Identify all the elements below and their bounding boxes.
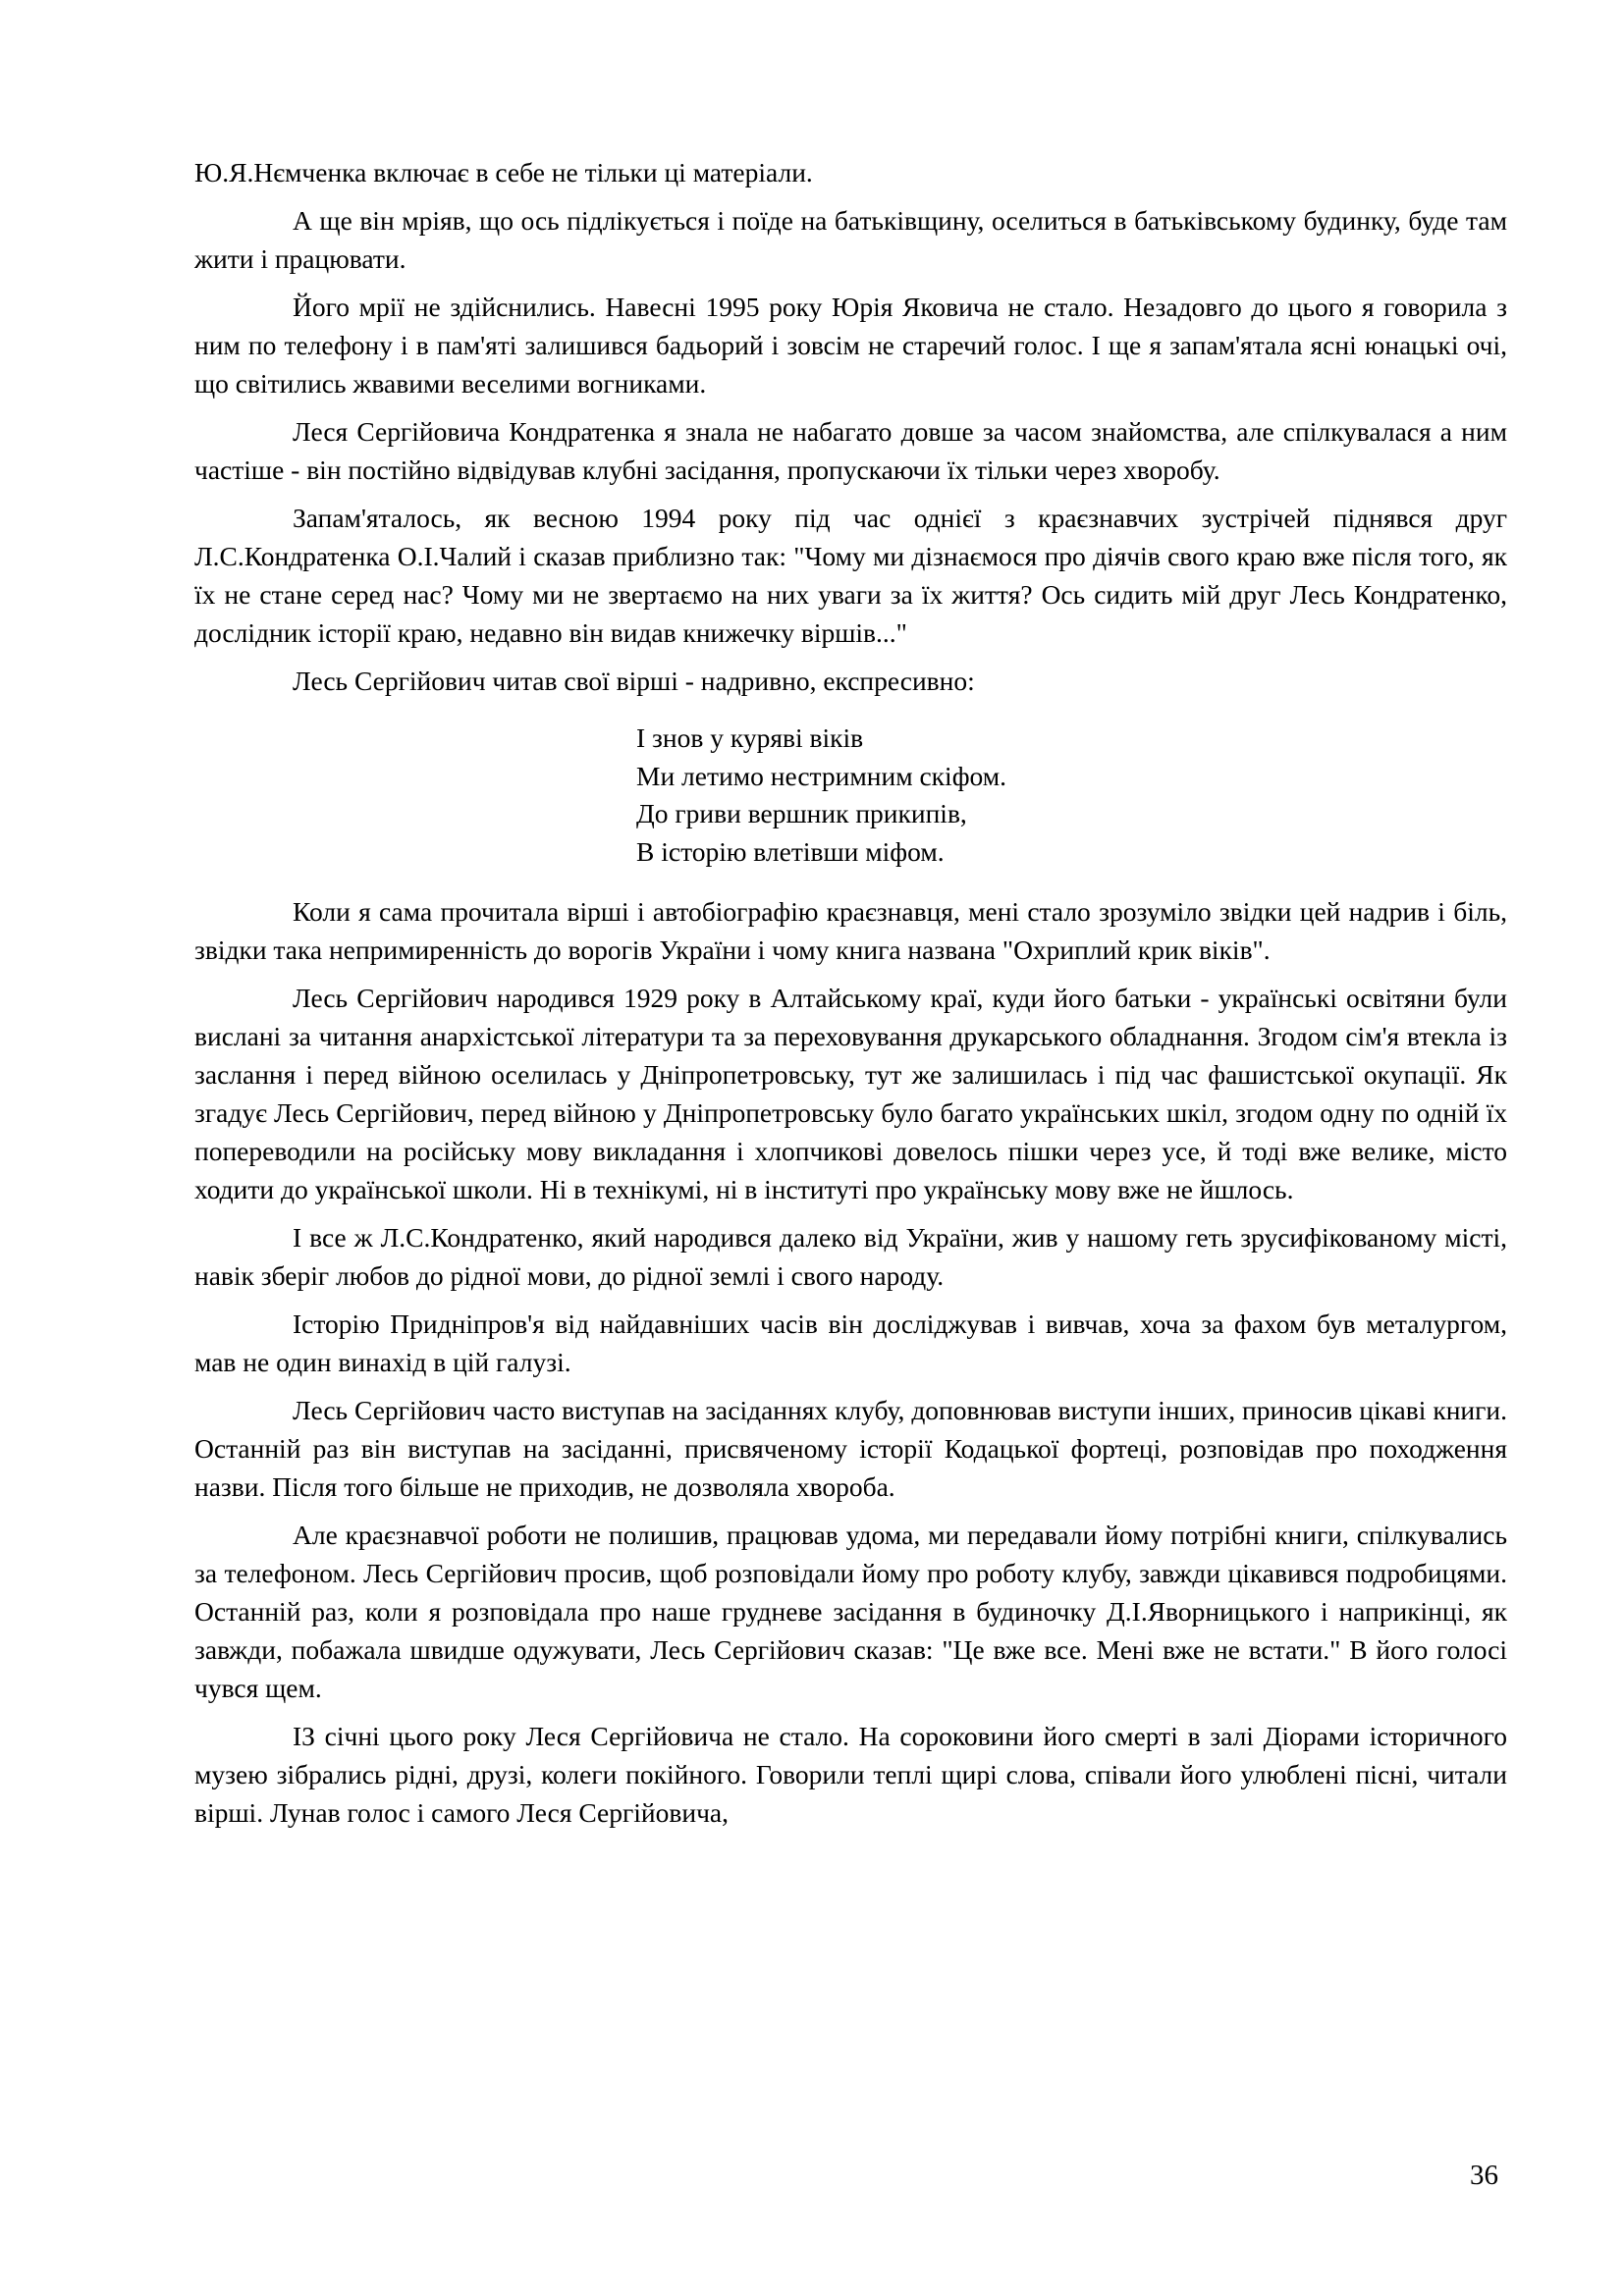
page-number: 36 [1470,2160,1498,2191]
paragraph: Лесь Сергійович читав свої вірші - надривно, експресивно: [293,666,975,696]
paragraph: ІЗ січні цього року Леся Сергійовича не стало. На сороковини його смерті в залі Діорами історичного музею зібрались рідні, друзі, колеги покійного. Говорили теплі щирі слова, співали його улюблені пісні, читали вірші. Лунав голос і самого Леся Сергійовича, [194,1721,1507,1828]
document-page [194,153,1507,1842]
poem-line: Ми летимо нестримним скіфом. [636,760,1007,791]
paragraph: Леся Сергійовича Кондратенка я знала не набагато довше за часом знайомства, але спілкувалася а ним частіше - він постійно відвідував клубні засідання, пропускаючи їх тільки через хворобу. [194,416,1507,485]
paragraph: Лесь Сергійович народився 1929 року в Алтайському краї, куди його батьки - українські освітяни були вислані за читання анархістської літератури та за переховування друкарського обладнання. Згодом сім'я втекла із заслання і перед війною оселилась у Дніпропетровську, тут же залишилась і під час фашистської окупації. Як згадує Лесь Сергійович, перед війною у Дніпропетровську було багато українських шкіл, згодом одну по одній їх попереводили на російську мову викладання і хлопчикові довелось пішки через усе, й тоді вже велике, місто ходити до української школи. Ні в технікумі, ні в інституті про українську мову вже не йшлось. [194,983,1507,1204]
paragraph: Запам'яталось, як весною 1994 року під час однієї з краєзнавчих зустрічей піднявся друг Л.С.Кондратенка О.І.Чалий і сказав приблизно так: "Чому ми дізнаємося про діячів свого краю вже після того, як їх не стане серед нас? Чому ми не звертаємо на них уваги за їх життя? Ось сидить мій друг Лесь Кондратенко, дослідник історії краю, недавно він видав книжечку віршів..." [194,503,1507,648]
paragraph: Але краєзнавчої роботи не полишив, працював удома, ми передавали йому потрібні книги, спілкувались за телефоном. Лесь Сергійович просив, щоб розповідали йому про роботу клубу, завжди цікавився подробицями. Останній раз, коли я розповідала про наше грудневе засідання в будиночку Д.І.Яворницького і наприкінці, як завжди, побажала швидше одужувати, Лесь Сергійович сказав: "Це вже все. Мені вже не встати." В його голосі чувся щем. [194,1520,1507,1703]
paragraph: І все ж Л.С.Кондратенко, який народився далеко від України, жив у нашому геть зрусифікованому місті, навік зберіг любов до рідної мови, до рідної землі і свого народу. [194,1222,1507,1291]
paragraph: А ще він мріяв, що ось підлікується і поїде на батьківщину, оселиться в батьківському будинку, буде там жити і працювати. [194,205,1507,274]
paragraph: Коли я сама прочитала вірші і автобіографію краєзнавця, мені стало зрозуміло звідки цей надрив і біль, звідки така непримиренність до ворогів України і чому книга названа "Охриплий крик віків". [194,896,1507,965]
paragraph: Історію Придніпров'я від найдавніших часів він досліджував і вивчав, хоча за фахом був металургом, мав не один винахід в цій галузі. [194,1308,1507,1377]
poem-line: В історію влетівши міфом. [636,835,945,867]
poem-stanza [636,720,1507,871]
paragraph-continuation: Ю.Я.Нємченка включає в себе не тільки ці матеріали. [194,157,813,187]
paragraph: Його мрії не здійснились. Навесні 1995 року Юрія Яковича не стало. Незадовго до цього я говорила з ним по телефону і в пам'яті залишився бадьорий і зовсім не старечий голос. І ще я запам'ятала ясні юнацькі очі, що світились жвавими веселими вогниками. [194,292,1507,399]
paragraph: Лесь Сергійович часто виступав на засіданнях клубу, доповнював виступи інших, приносив цікаві книги. Останній раз він виступав на засіданні, присвяченому історії Кодацької фортеці, розповідав про походження назви. Після того більше не приходив, не дозволяла хвороба. [194,1395,1507,1502]
poem-line: І знов у куряві віків [636,722,864,753]
poem-line: До гриви вершник прикипів, [636,798,967,828]
